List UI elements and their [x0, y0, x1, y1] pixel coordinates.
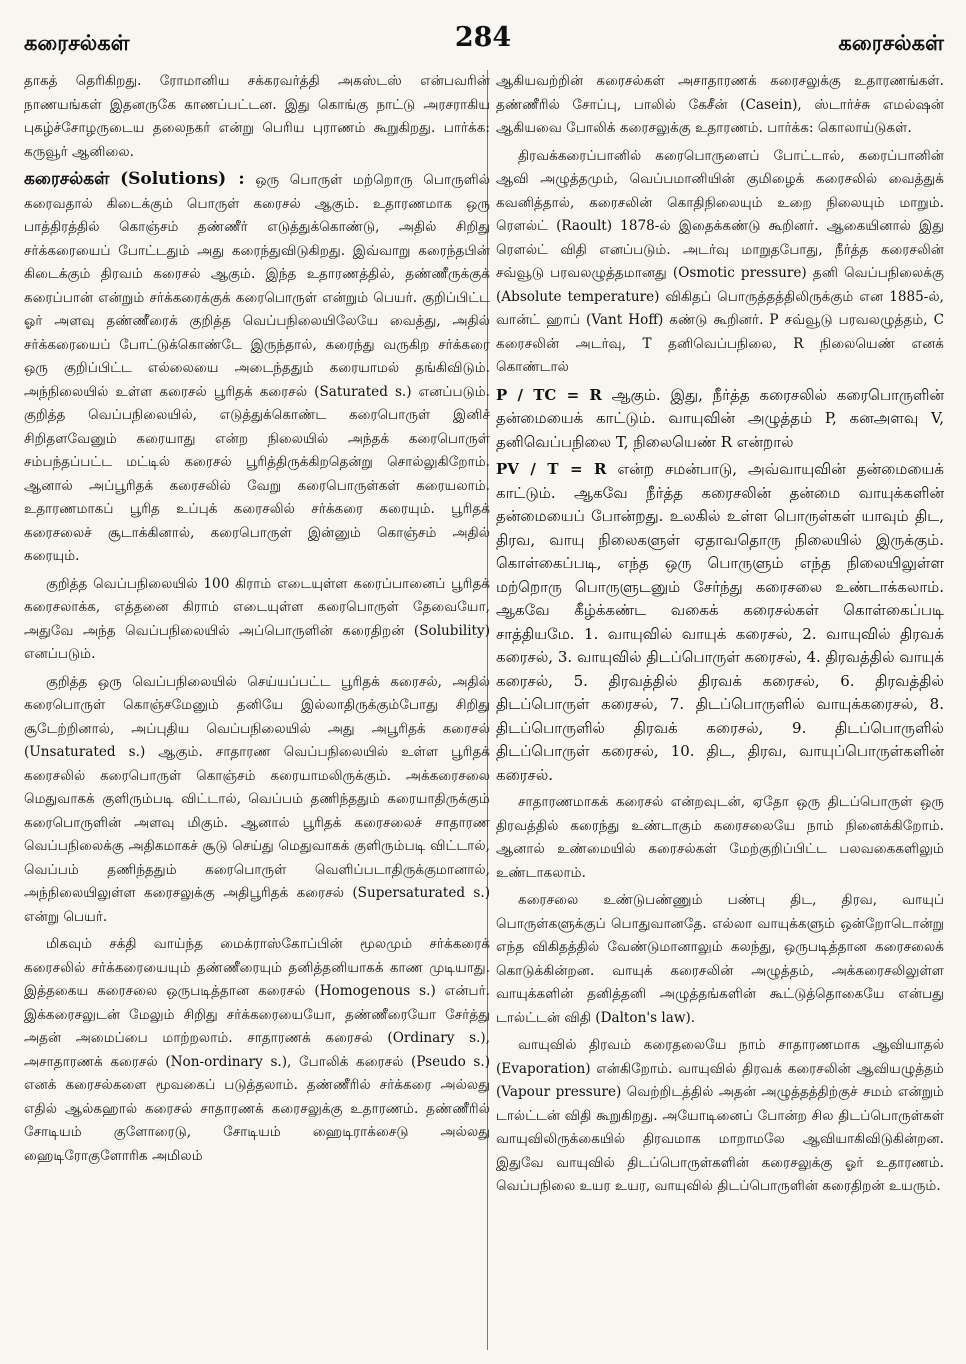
running-header-right: கரைசல்கள்: [838, 30, 944, 55]
solutions-entry: [24, 168, 490, 569]
homogenous-paragraph: மிகவும் சக்தி வாய்ந்த மைக்ராஸ்கோப்பின் மூலமும் சர்க்கரைக் கரைசலில் சர்க்கரையையும் தண்ணீரையும் தனித்தனியாகக் காண முடியாது. இத்தகைய கரைசலை ஒருபடித்தான கரைசல் (Homogenous s.) என்பர். இக்கரைசலுடன் மேலும் சிறிது சர்க்கரையையோ, தண்ணீரையோ சேர்த்து அதன் அமைப்பை மாற்றலாம். சாதாரணக் கரைசல் (Ordinary s.), அசாதாரணக் கரைசல் (Non-ordinary s.), போலிக் கரைசல் (Pseudo s.) எனக் கரைசல்களை மூவகைப் படுத்தலாம். தண்ணீரில் சர்க்கரை அல்லது எதில் ஆல்கஹால் கரைசல் சாதாரணக் கரைசலுக்கு உதாரணம். தண்ணீரில் சோடியம் குளோரைடு, சோடியம் ஹைடிராக்சைடு அல்லது ஹைடிரோகுளோரிக அமிலம்: [24, 936, 490, 1164]
entry-heading-english: (Solutions) :: [120, 169, 245, 189]
entry-heading: கரைசல்கள்: [24, 169, 110, 189]
raoult-paragraph: திரவக்கரைப்பானில் கரைபொருளைப் போட்டால், கரைப்பானின் ஆவி அழுத்தமும், வெப்பமானியின் குமிழைக் கரைசலில் வைத்துக் கவனித்தால், கரைசலின் கொதிநிலையும் உறை நிலையும் மாறும். ரௌல்ட் (Raoult) 1878-ல் இதைக்கண்டு கூறினர். ஆகையினால் இது ரௌல்ட் விதி எனப்படும். அடர்வு மாறுதபோது, நீர்த்த கரைசலின் சவ்வூடு பரவலழுத்தமானது (Osmotic pressure) தனி வெப்பநிலைக்கு (Absolute temperature) விகிதப் பொருத்தத்திலிருக்கும் என 1885-ல், வான்ட் ஹாப் (Vant Hoff) கண்டு கூறினர். P சவ்வூடு பரவலழுத்தம், C கரைசலின் அடர்வு, T தனிவெப்பநிலை, R நிலையெண் எனக் கொண்டால்: [496, 147, 944, 375]
dalton-paragraph: கரைசலை உண்டுபண்ணும் பண்பு திட, திரவ, வாயுப் பொருள்களுக்குப் பொதுவானதே. எல்லா வாயுக்களும் ஒன்றோடொன்று எந்த விகிதத்தில் வேண்டுமானாலும் கலந்து, ஒருபடித்தான கரைசலைக் கொடுக்கின்றன. வாயுக் கரைசலின் அழுத்தம், அக்கரைசலிலுள்ள வாயுக்களின் தனித்தனி அழுத்தங்களின் கூட்டுத்தொகையே என்பது டால்ட்டன் விதி (Dalton's law).: [496, 892, 944, 1026]
evaporation-paragraph: வாயுவில் திரவம் கரைதலையே நாம் சாதாரணமாக ஆவியாதல் (Evaporation) என்கிறோம். வாயுவில் திரவக் கரைசலின் ஆவியழுத்தம் (Vapour pressure) வெற்றிடத்தில் அதன் அழுத்தத்திற்குச் சமம் என்றும் டால்ட்டன் விதி கூறுகிறது. அயோடினைப் போன்ற சில திடப்பொருள்கள் வாயுவிலிருக்கையில் திரவமாக மாறாமலே ஆவியாகிவிடுகின்றன. இதுவே வாயுவில் திடப்பொருள்களின் கரைசலுக்கு ஓர் உதாரணம். வெப்பநிலை உயர உயர, வாயுவில் திடப்பொருளின் கரைதிறன் உயரும்.: [496, 1037, 944, 1194]
equation-block-2: [496, 458, 944, 787]
solubility-paragraph: குறித்த வெப்பநிலையில் 100 கிராம் எடையுள்ள கரைப்பானைப் பூரிதக் கரைசலாக்க, எத்தனை கிராம் எடையுள்ள கரைபொருள் தேவையோ, அதுவே அந்த வெப்பநிலையில் அப்பொருளின் கரைதிறன் (Solubility) எனப்படும்.: [24, 575, 490, 662]
equation-1: P / TC = R: [496, 385, 602, 404]
continued-paragraph: ஆகியவற்றின் கரைசல்கள் அசாதாரணக் கரைசலுக்கு உதாரணங்கள். தண்ணீரில் சோப்பு, பாலில் கேசீன் (Casein), ஸ்டார்ச்சு எமல்ஷன் ஆகியவை போலிக் கரைசலுக்கு உதாரணம். பார்க்க: கொலாய்டுகள்.: [496, 73, 944, 136]
equation-2-text: என்ற சமன்பாடு, அவ்வாயுவின் தன்மையைக் காட்டும். ஆகவே நீர்த்த கரைசலின் தன்மை வாயுக்களின் தன்மையைப் போன்றது. உலகில் உள்ள பொருள்கள் யாவும் திட, திரவ, வாயு நிலைகளுள் ஏதாவதொரு நிலையில் இருக்கும். கொள்கைப்படி, எந்த ஒரு பொருளும் எந்த நிலையிலுள்ள மற்றொரு பொருளுடனும் சேர்ந்து கரைசலை உண்டாக்கலாம். ஆகவே கீழ்க்கண்ட வகைக் கரைசல்கள் கொள்கைப்படி சாத்தியமே. 1. வாயுவில் வாயுக் கரைசல், 2. வாயுவில் திரவக் கரைசல், 3. வாயுவில் திடப்பொருள் கரைசல், 4. திரவத்தில் வாயுக் கரைசல், 5. திரவத்தில் திரவக் கரைசல், 6. திரவத்தில் திடப்பொருள் கரைசல், 7. திடப்பொருளில் வாயுக்கரைசல், 8. திடப்பொருளில் திரவக் கரைசல், 9. திடப்பொருளில் திடப்பொருள் கரைசல், 10. திட, திரவ, வாயுப்பொருள்களின் கரைசல்.: [496, 460, 944, 784]
right-column: [496, 70, 944, 1203]
intro-paragraph: தாகத் தெரிகிறது. ரோமானிய சக்கரவர்த்தி அகஸ்டஸ் என்பவரின் நாணயங்கள் இதனருகே காணப்பட்டன. இது கொங்கு நாட்டு அரசராகிய புகழ்ச்சோழருடைய தலைநகர் என்று பெரிய புராணம் கூறுகிறது. பார்க்க: கருவூர் ஆனிலை.: [24, 73, 490, 160]
running-header-left: கரைசல்கள்: [24, 30, 130, 55]
page-number: 284: [454, 22, 512, 53]
equation-1-text: ஆகும். இது, நீர்த்த கரைசலில் கரைபொருளின் தன்மையைக் காட்டும். வாயுவின் அழுத்தம் P, கனஅளவு V, தனிவெப்பநிலை T, நிலையெண் R என்றால்: [496, 385, 944, 451]
equation-2: PV / T = R: [496, 460, 607, 478]
equation-block-1: [496, 384, 944, 455]
left-column: [24, 70, 490, 1172]
ordinary-solution-paragraph: சாதாரணமாகக் கரைசல் என்றவுடன், ஏதோ ஒரு திடப்பொருள் ஒரு திரவத்தில் கரைந்து உண்டாகும் கரைசலையே நாம் நினைக்கிறோம். ஆனால் உண்மையில் கரைசல்கள் மேற்குறிப்பிட்ட பலவகைகளிலும் உண்டாகலாம்.: [496, 794, 944, 881]
entry-body: ஒரு பொருள் மற்றொரு பொருளில் கரைவதால் கிடைக்கும் பொருள் கரைசல் ஆகும். உதாரணமாக ஒரு பாத்திரத்தில் கொஞ்சம் தண்ணீர் எடுத்துக்கொண்டு, அதில் சிறிது சர்க்கரையைப் போட்டதும் அது கரைந்துவிடுகிறது. இவ்வாறு கரைந்தபின் கிடைக்கும் திரவம் கரைசல் ஆகும். இந்த உதாரணத்தில், தண்ணீருக்குக் கரைப்பான் என்றும் சர்க்கரைக்குக் கரைபொருள் என்றும் பெயர். குறிப்பிட்ட ஓர் அளவு தண்ணீரைக் குறித்த வெப்பநிலையிலேயே வைத்து, அதில் சர்க்கரையைப் போட்டுக்கொண்டே இருந்தால், கரைந்து வருகிற சர்க்கரை ஒரு குறிப்பிட்ட எல்லையை அடைந்ததும் கரையாமல் தங்கிவிடும். அந்நிலையில் உள்ள கரைசல் பூரிதக் கரைசல் (Saturated s.) எனப்படும். குறித்த வெப்பநிலையில், எடுத்துக்கொண்ட கரைபொருள் இனிச் சிறிதளவேனும் கரையாது என்ற நிலையில் அந்தக் கரைபொருள் சம்பந்தப்பட்ட மட்டில் கரைசல் பூரித்திருக்கிறதென்று சொல்லுகிறோம். ஆனால் அப்பூரிதக் கரைசலில் வேறு கரைபொருள்கள் கரையலாம். உதாரணமாகப் பூரித உப்புக் கரைசலில் சர்க்கரை கரையும். பூரிதக் கரைசலைச் சூடாக்கினால், கரைபொருள் இன்னும் கொஞ்சம் அதில் கரையும்.: [24, 172, 491, 564]
unsaturated-paragraph: குறித்த ஒரு வெப்பநிலையில் செய்யப்பட்ட பூரிதக் கரைசல், அதில் கரைபொருள் கொஞ்சமேனும் தனியே இல்லாதிருக்கும்போது சிறிது சூடேற்றினால், அப்புதிய வெப்பநிலையில் அது அபூரிதக் கரைசல் (Unsaturated s.) ஆகும். சாதாரண வெப்பநிலையில் உள்ள பூரிதக் கரைசலில் கரைபொருள் கொஞ்சம் கரையாமலிருக்கும். அக்கரைசலை மெதுவாகக் குளிரும்படி விட்டால், வெப்பம் தணிந்ததும் கரையாதிருக்கும் கரைபொருளின் அளவு மிகும். ஆனால் பூரிதக் கரைசலைச் சாதாரண வெப்பநிலைக்கு அதிகமாகச் சூடு செய்து மெதுவாகக் குளிரும்படி விட்டால், வெப்பம் தணிந்ததும் கரைபொருள் வெளிப்படாதிருக்குமானால், அந்நிலையிலுள்ள கரைசலுக்கு அதிபூரிதக் கரைசல் (Supersaturated s.) என்று பெயர்.: [24, 673, 490, 925]
